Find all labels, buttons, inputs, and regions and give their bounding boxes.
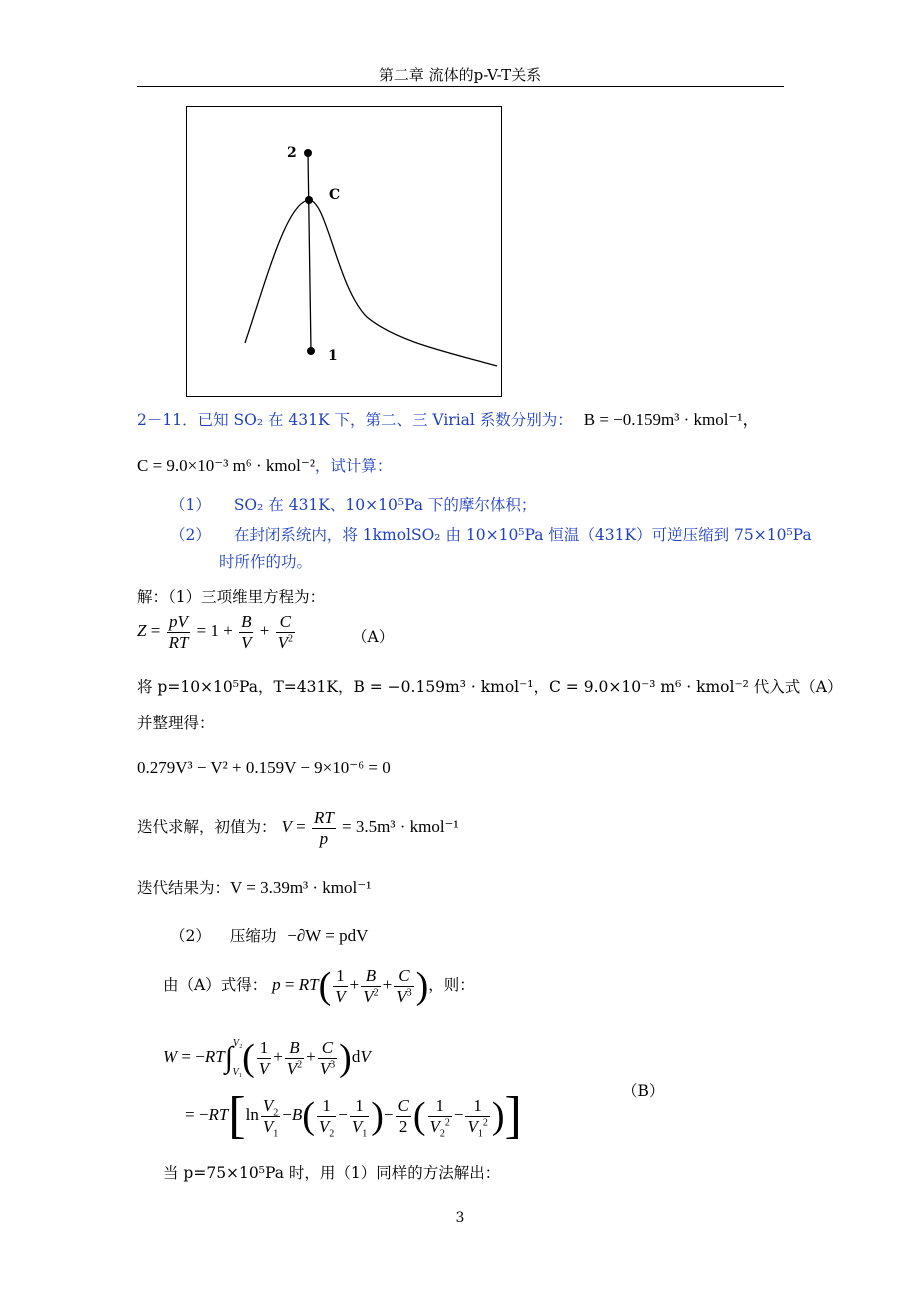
- item-1-number: （1）: [170, 496, 211, 514]
- isotherm-line: [308, 153, 311, 351]
- substitution-line: 将 p=10×10⁵Pa，T=431K，B = −0.159m³ · kmol⁻¹，C = 9.0×10⁻³ m⁶ · kmol⁻² 代入式（A）: [137, 678, 843, 696]
- problem-line-2-suffix: ，试计算：: [314, 457, 393, 475]
- final-line: 当 p=75×10⁵Pa 时，用（1）同样的方法解出：: [163, 1164, 501, 1182]
- point-1-marker: [307, 347, 315, 355]
- phase-diagram-svg: [187, 107, 503, 398]
- iteration-initial: 迭代求解，初值为： V = $\frac{RT}{p}$ = 3.5m³ · kmol⁻¹: [137, 808, 459, 848]
- item-1-text: SO₂ 在 431K、10×10⁵Pa 下的摩尔体积；: [233, 496, 537, 514]
- from-a-suffix: ，则：: [428, 975, 475, 994]
- pressure-expression: 由（A）式得： p = RT( $\frac{1}{V}$ + $\frac{B}{V^2}$ + $\frac{C}{V^3}$ )，则：: [163, 965, 475, 1008]
- label-point-1: 1: [328, 348, 338, 364]
- point-2-marker: [304, 149, 312, 157]
- c-expression: C = 9.0×10⁻³ m⁶ · kmol⁻²: [137, 456, 315, 475]
- part-2-text: 压缩功: [229, 927, 277, 945]
- label-point-c: C: [329, 187, 341, 203]
- iteration-result: [137, 878, 371, 898]
- part-2-number: （2）: [170, 927, 211, 945]
- iteration-initial-value: = 3.5m³ · kmol⁻¹: [342, 816, 459, 836]
- work-result: = −RT[ln $\frac{V_2}{V_1}$ −B( $\frac{1}{V_2}$ − $\frac{1}{V_1}$ )− $\frac{C}{2}$ ( $\frac{1}{V_2^2}$ − $\frac{1}{V_1^2}$ )]: [185, 1087, 522, 1144]
- label-point-2: 2: [287, 145, 297, 161]
- problem-number: 2－11．: [137, 411, 198, 429]
- cubic-equation: 0.279V³ − V² + 0.159V − 9×10⁻⁶ = 0: [137, 758, 391, 777]
- solution-intro: 解：（1）三项维里方程为：: [137, 588, 326, 606]
- problem-line-2: [137, 456, 392, 476]
- from-a-prefix: 由（A）式得：: [163, 975, 268, 994]
- header-rule: [137, 86, 784, 87]
- point-c-marker: [305, 196, 313, 204]
- saturation-curve: [245, 200, 497, 366]
- eq-b-label: （B）: [622, 1082, 665, 1100]
- part-2-line: [170, 926, 368, 946]
- problem-item-2: [170, 526, 812, 545]
- iteration-result-prefix: 迭代结果为：: [137, 879, 231, 897]
- page-header: 第二章 流体的p-V-T关系: [378, 66, 542, 84]
- item-2-text-continued: 时所作的功。: [219, 553, 313, 571]
- item-2-number: （2）: [170, 526, 211, 544]
- work-integral: W = −RT∫$^{V_2}$V₁( $\frac{1}{V}$ + $\frac{B}{V^2}$ + $\frac{C}{V^3}$ )dV: [163, 1037, 371, 1080]
- problem-line-1: [137, 410, 760, 430]
- problem-line-1-text: 已知 SO₂ 在 431K 下，第二、三 Virial 系数分别为：: [197, 411, 573, 429]
- item-2-text: 在封闭系统内，将 1kmolSO₂ 由 10×10⁵Pa 恒温（431K）可逆压缩到 75×10⁵Pa: [233, 526, 812, 544]
- iteration-result-value: V = 3.39m³ · kmol⁻¹: [230, 878, 372, 897]
- b-expression: B = −0.159m³ · kmol⁻¹，: [583, 410, 760, 429]
- eq-a-label: （A）: [352, 628, 395, 646]
- page-number: 3: [455, 1210, 465, 1226]
- phase-diagram-figure: [186, 106, 502, 397]
- substitution-line-2: 并整理得：: [137, 714, 215, 732]
- work-definition: −∂W = pdV: [287, 926, 369, 945]
- problem-item-1: [170, 496, 536, 515]
- iteration-initial-prefix: 迭代求解，初值为：: [137, 817, 277, 836]
- virial-equation: Z = $\frac{pV}{RT}$ = 1 + $\frac{B}{V}$ + $\frac{C}{V^2}$: [137, 612, 293, 652]
